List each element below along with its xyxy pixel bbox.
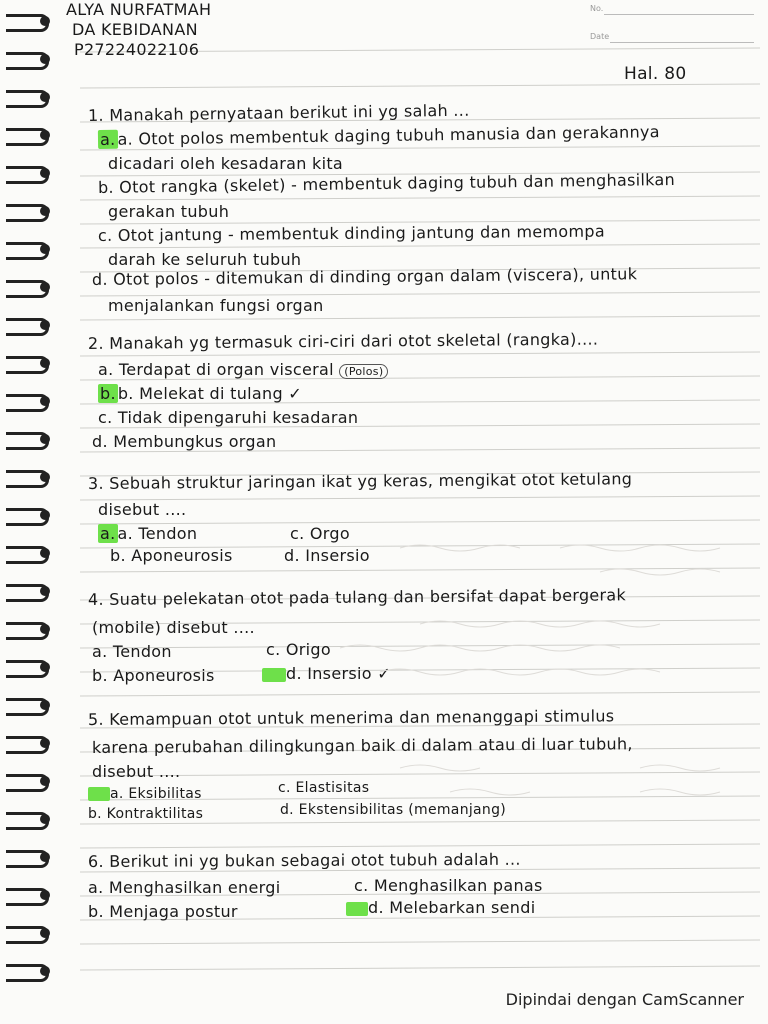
question-5-cont2: disebut .... [92,762,181,781]
date-label: Date [590,32,610,41]
question-2: 2. Manakah yg termasuk ciri-ciri dari otot skeletal (rangka).... [87,329,599,353]
q1-option-a-text: a. Otot polos membentuk daging tubuh manusia dan gerakannya [117,122,660,149]
answer-highlight: a. [99,129,116,149]
no-label: No. [590,4,604,13]
student-class: DA KEBIDANAN [72,20,198,39]
q6-option-a: a. Menghasilkan energi [88,878,281,897]
q2-option-d: d. Membungkus organ [92,432,277,451]
page-number: Hal. 80 [624,64,687,84]
q6-option-b: b. Menjaga postur [88,902,238,921]
q2-option-b-text: b. Melekat di tulang ✓ [117,384,302,403]
q2-option-a-text: a. Terdapat di organ visceral [98,360,334,379]
answer-highlight: a. [100,524,116,543]
question-6: 6. Berikut ini yg bukan sebagai otot tubuh adalah ... [87,849,521,871]
q4-option-d-text: d. Insersio ✓ [286,664,391,683]
q5-option-d: d. Ekstensibilitas (memanjang) [280,802,507,818]
answer-highlight: b. [100,384,116,403]
q1-option-c-cont: darah ke seluruh tubuh [108,250,302,269]
q1-option-b: b. Otot rangka (skelet) - membentuk daging tubuh dan menghasilkan [97,169,676,197]
q3-option-a-text: a. Tendon [117,524,198,543]
question-3-cont: disebut .... [98,500,187,519]
student-name: ALYA NURFATMAH [66,0,212,19]
q2-option-c: c. Tidak dipengaruhi kesadaran [98,408,359,427]
q4-option-a: a. Tendon [92,642,172,661]
q2-note: (Polos) [339,364,388,379]
student-nim: P27224022106 [74,40,200,59]
q3-option-c: c. Orgo [290,524,350,543]
question-4-cont: (mobile) disebut .... [92,618,255,637]
q5-option-a-text: a. Eksibilitas [110,786,202,802]
q1-option-a-cont: dicadari oleh kesadaran kita [108,154,344,173]
question-1: 1. Manakah pernyataan berikut ini yg salah ... [87,100,470,125]
q4-option-c: c. Origo [266,640,331,659]
q1-option-d: d. Otot polos - ditemukan di dinding organ dalam (viscera), untuk [91,264,638,289]
question-3: 3. Sebuah struktur jaringan ikat yg keras, mengikat otot ketulang [87,469,633,493]
question-5: 5. Kemampuan otot untuk menerima dan menanggapi stimulus [87,706,615,729]
q3-option-b: b. Aponeurosis [110,546,233,565]
q5-option-c: c. Elastisitas [278,780,370,796]
question-4: 4. Suatu pelekatan otot pada tulang dan bersifat dapat bergerak [87,585,627,609]
scanner-watermark: Dipindai dengan CamScanner [505,990,744,1009]
q5-option-b: b. Kontraktilitas [88,806,204,822]
q1-option-b-cont: gerakan tubuh [108,202,230,221]
question-5-cont: karena perubahan dilingkungan baik di dalam atau di luar tubuh, [91,734,633,757]
q6-option-d-text: d. Melebarkan sendi [368,898,536,917]
q6-option-c: c. Menghasilkan panas [354,876,543,895]
q1-option-d-cont: menjalankan fungsi organ [108,296,324,315]
q3-option-d: d. Insersio [284,546,370,565]
q1-option-c: c. Otot jantung - membentuk dinding jantung dan memompa [97,221,605,245]
q4-option-b: b. Aponeurosis [92,666,215,685]
